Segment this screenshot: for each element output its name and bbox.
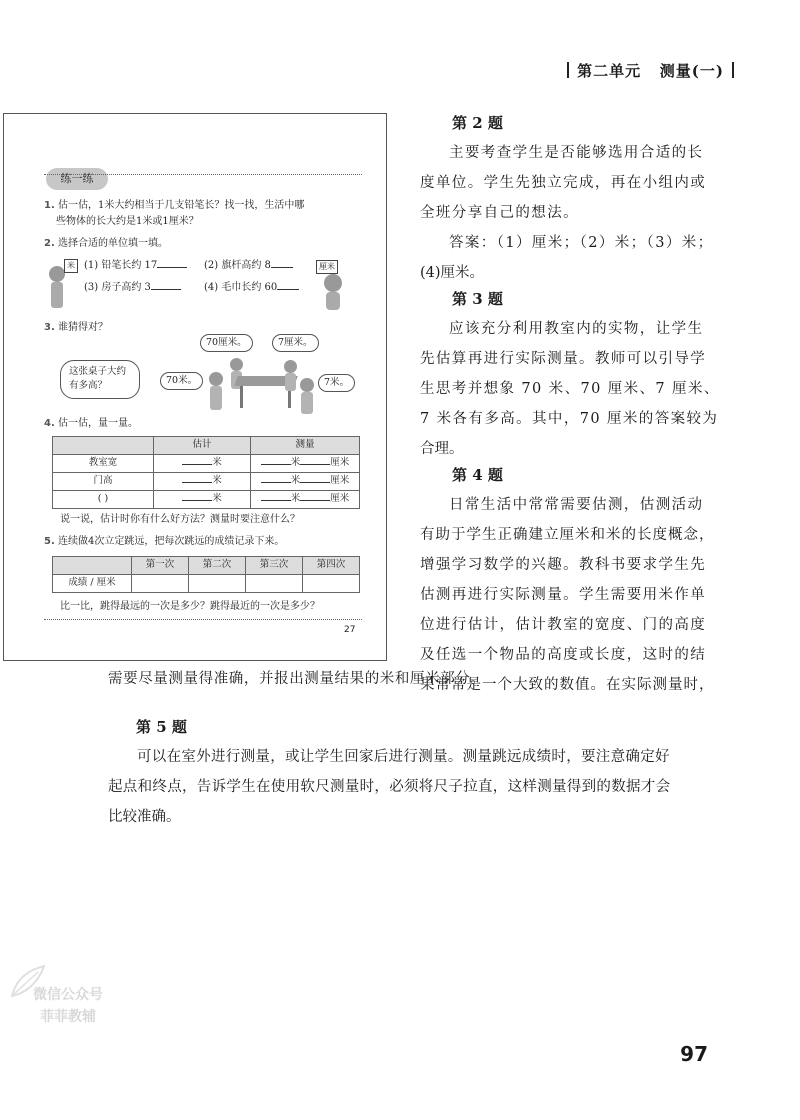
kid-body-right [326, 292, 340, 310]
table-cell: 成绩 / 厘米 [53, 575, 132, 593]
q2-c-text: (3) 房子高约 3 [84, 282, 151, 293]
section-title: 第 2 题 [452, 114, 503, 132]
table-cell [251, 491, 360, 509]
section-title: 第 3 题 [452, 290, 503, 308]
kid-body-left [51, 282, 63, 308]
section-line: 主要考查学生是否能够选用合适的长 [449, 145, 704, 161]
kid-body [285, 373, 296, 391]
section-line: 起点和终点，告诉学生在使用软尺测量时，必须将尺子拉直，这样测量得到的数据才会 [108, 779, 671, 795]
kid-body [210, 386, 222, 410]
q4-number: 4. [44, 418, 55, 429]
q2-item-1 [84, 258, 187, 273]
table-leg [240, 386, 243, 408]
q4-note: 说一说，估计时你有什么好方法？测量时要注意什么？ [60, 514, 300, 525]
question-1 [44, 198, 304, 213]
answer-blank [182, 482, 212, 483]
q2-d-text: (4) 毛巾长约 60 [204, 282, 278, 293]
table-cell: 测量 [251, 437, 360, 455]
section-line: 生思考并想象 70 米、70 厘米、7 厘米、 [420, 381, 720, 397]
q5-note: 比一比，跳得最远的一次是多少？跳得最近的一次是多少？ [60, 601, 320, 612]
answer-blank [261, 500, 291, 501]
table-cell [246, 575, 303, 593]
watermark-line2: 菲菲教辅 [40, 1009, 96, 1025]
table-cell: 第一次 [132, 557, 189, 575]
q3-main-bubble: 这张桌子大约有多高？ [60, 360, 140, 399]
q1-line1: 估一估，1米大约相当于几支铅笔长？找一找，生活中哪 [57, 200, 305, 211]
q2-b-text: (2) 旗杆高约 8 [204, 260, 271, 271]
q2-title: 选择合适的单位填一填。 [57, 238, 168, 249]
table-cell [53, 437, 154, 455]
table-cell [154, 473, 251, 491]
q3-number: 3. [44, 322, 55, 333]
q1-number: 1. [44, 200, 55, 211]
q2-number: 2. [44, 238, 55, 249]
practice-tag: 练一练 [46, 168, 108, 190]
q2-item-2 [204, 258, 293, 273]
table-row [53, 557, 360, 575]
table-cell: 第三次 [246, 557, 303, 575]
textbook-page-image [3, 113, 387, 661]
q5-number: 5. [44, 536, 55, 547]
answer-blank [300, 500, 330, 501]
q3-bubble-70cm: 70厘米。 [200, 334, 253, 352]
question-2 [44, 236, 168, 251]
section-line: 估测再进行实际测量。学生需要用米作单 [420, 587, 707, 603]
q3-title: 谁猜得对？ [57, 322, 108, 333]
section-line: 可以在室外进行测量，或让学生回家后进行测量。测量跳远成绩时，要注意确定好 [137, 749, 670, 765]
table-cell [132, 575, 189, 593]
q4-title: 估一估，量一量。 [57, 418, 138, 429]
table-cell: 第二次 [189, 557, 246, 575]
section-line: 合理。 [420, 441, 464, 457]
answer-blank [261, 482, 291, 483]
kid-head [230, 358, 243, 371]
question-4 [44, 416, 138, 431]
kid-body [301, 392, 313, 414]
answer-blank [300, 482, 330, 483]
q2-item-3 [84, 280, 181, 295]
q4-table [52, 436, 360, 509]
section-line: 果常常是一个大致的数值。在实际测量时， [420, 677, 715, 693]
watermark-line1: 微信公众号 [33, 987, 103, 1003]
section-q3 [420, 284, 720, 464]
watermark [8, 970, 128, 1040]
dotted-divider [44, 619, 362, 620]
section-line: 度单位。学生先独立完成，再在小组内或 [420, 175, 707, 191]
table-row [53, 437, 360, 455]
section-line: 日常生活中常常需要估测，估测活动 [449, 497, 704, 513]
table-cell [251, 455, 360, 473]
answer-blank [151, 289, 181, 290]
kid-head [284, 360, 297, 373]
section-line: 应该充分利用教室内的实物，让学生 [449, 321, 704, 337]
table-cell: 估计 [154, 437, 251, 455]
q3-bubble-70m: 70米。 [160, 372, 203, 390]
answer-blank [182, 464, 212, 465]
header-unit: 第二单元 [577, 62, 642, 80]
section-line: 比较准确。 [108, 809, 181, 825]
q3-bubble-7cm: 7厘米。 [272, 334, 319, 352]
section-line: 7 米各有多高。其中，70 厘米的答案较为 [420, 411, 719, 427]
section-line: 位进行估计，估计教室的宽度、门的高度 [420, 617, 707, 633]
table-row [53, 473, 360, 491]
table-cell: 门高 [53, 473, 154, 491]
table-cell [154, 455, 251, 473]
kid-head-left [49, 266, 65, 282]
section-title: 第 5 题 [136, 718, 187, 736]
table-cell [303, 575, 360, 593]
section-line: (4)厘米。 [420, 265, 485, 281]
running-header [559, 60, 742, 81]
section-line: 先估算再进行实际测量。教师可以引导学 [420, 351, 707, 367]
unit-m: 米 [290, 493, 301, 505]
textbook-page-number: 27 [344, 625, 356, 635]
q1-line2: 些物体的长大约是1米或1厘米？ [56, 216, 199, 227]
leaf-logo-icon [8, 962, 46, 1000]
table-cell: ( ) [53, 491, 154, 509]
answer-blank [261, 464, 291, 465]
table-row [53, 491, 360, 509]
kid-head-right [324, 274, 342, 292]
header-topic: 测量(一) [659, 62, 724, 80]
q5-table [52, 556, 360, 593]
table-cell: 教室宽 [53, 455, 154, 473]
unit-m: 米 [290, 457, 301, 469]
table-row [53, 455, 360, 473]
q2-item-4 [204, 280, 299, 295]
unit-m: 米 [212, 457, 222, 469]
kid-head [209, 372, 223, 386]
table-cell [53, 557, 132, 575]
sign-left: 米 [64, 259, 78, 273]
unit-m: 米 [212, 475, 222, 487]
section-line: 增强学习数学的兴趣。教科书要求学生先 [420, 557, 707, 573]
answer-blank [271, 267, 293, 268]
table-row [53, 575, 360, 593]
question-3 [44, 320, 108, 335]
section-q2 [420, 108, 720, 288]
q5-title: 连续做4次立定跳远，把每次跳远的成绩记录下来。 [57, 536, 285, 547]
section-q4-last-line: 需要尽量测量得准确，并报出测量结果的米和厘米部分。 [108, 671, 486, 687]
unit-m: 米 [290, 475, 301, 487]
answer-blank [182, 500, 212, 501]
answer-blank [300, 464, 330, 465]
q3-bubble-7m: 7米。 [318, 374, 355, 392]
unit-cm: 厘米 [330, 475, 350, 487]
answer-blank [277, 289, 299, 290]
sign-right: 厘米 [316, 260, 338, 274]
section-title: 第 4 题 [452, 466, 503, 484]
table-cell [251, 473, 360, 491]
unit-cm: 厘米 [330, 457, 350, 469]
unit-cm: 厘米 [330, 493, 350, 505]
table-cell [189, 575, 246, 593]
section-line: 及任选一个物品的高度或长度，这时的结 [420, 647, 707, 663]
header-divider [732, 62, 734, 78]
question-5 [44, 534, 284, 549]
table-cell: 第四次 [303, 557, 360, 575]
section-line: 全班分享自己的想法。 [420, 205, 579, 221]
q2-a-text: (1) 铅笔长约 17 [84, 260, 158, 271]
answer-blank [157, 267, 187, 268]
kid-head [300, 378, 314, 392]
unit-m: 米 [212, 493, 222, 505]
section-line: 有助于学生正确建立厘米和米的长度概念， [420, 527, 715, 543]
dotted-divider [44, 174, 362, 175]
table-cell [154, 491, 251, 509]
page-number: 97 [680, 1042, 708, 1066]
section-q5 [108, 712, 718, 832]
header-divider [567, 62, 569, 78]
section-line: 答案：（1）厘米；（2）米；（3）米； [449, 235, 714, 251]
